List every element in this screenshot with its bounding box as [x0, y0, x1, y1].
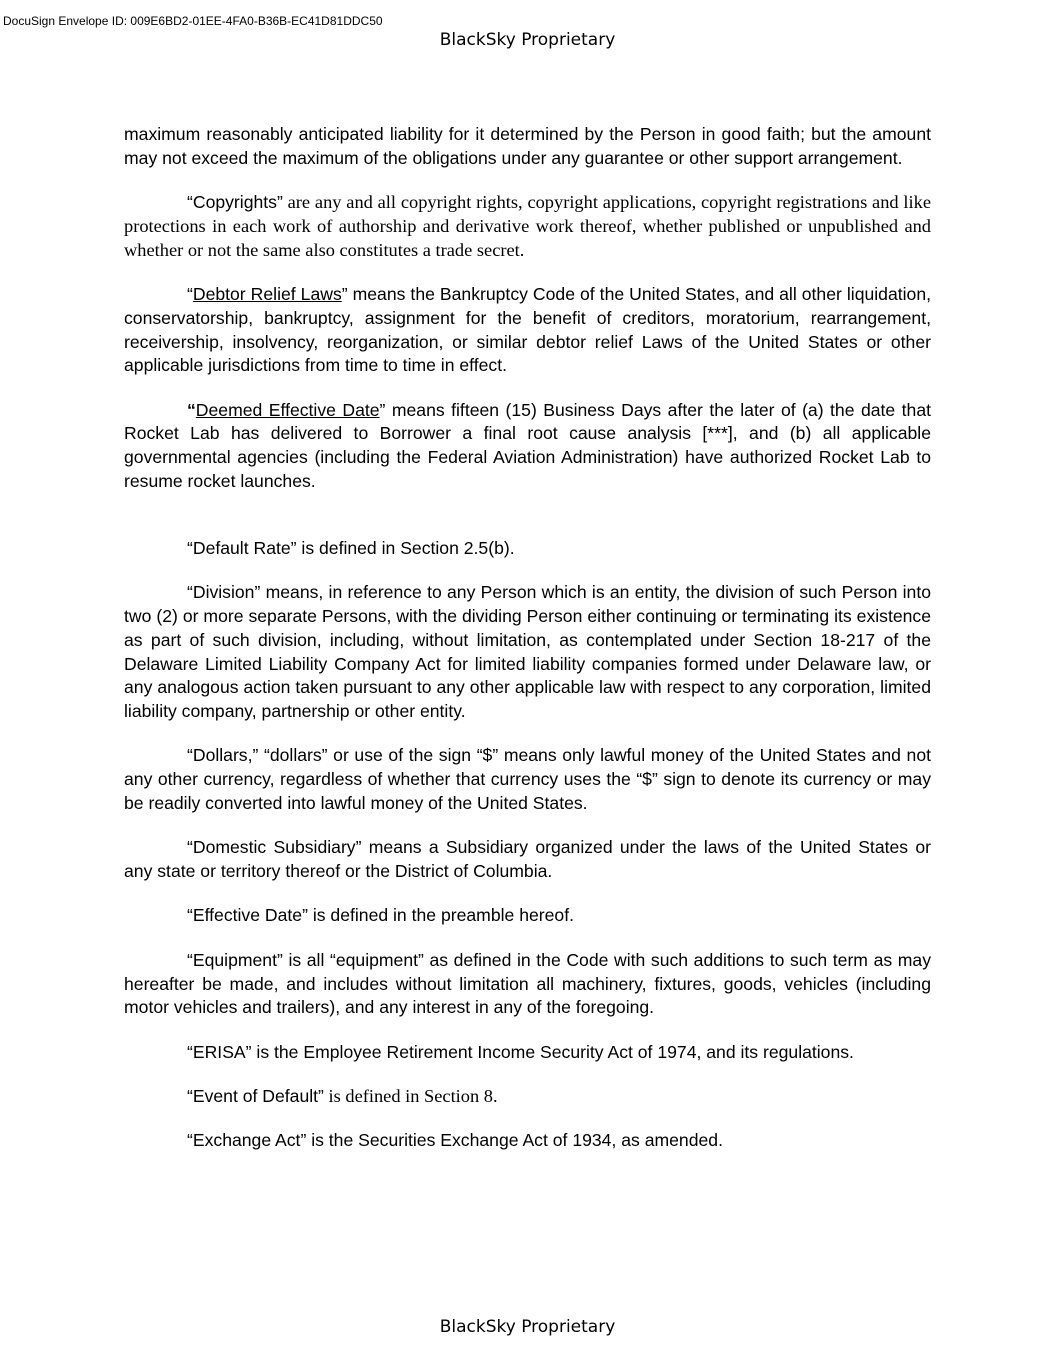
defined-term: Division: [192, 582, 255, 603]
definition-text: is the Employee Retirement Income Security Act of 1974, and its regulations.: [251, 1041, 854, 1062]
definition-exchange-act: “Exchange Act” is the Securities Exchange Act of 1934, as amended.: [187, 1130, 723, 1151]
definition-text: is defined in Section 8.: [323, 1085, 498, 1106]
definition-division: “Division” means, in reference to any Person which is an entity, the division of such Person into two (2) or more separate Persons, with the dividing Person either continuing or terminating its existence as part of such division, including, without limitation, as contemplated under Section 18-217 of the Delaware Limited Liability Company Act for limited liability companies formed under Delaware law, or any analogous action taken pursuant to any other applicable law with respect to any corporation, limited liability company, partnership or other entity.: [124, 582, 931, 722]
paragraph-continuation: maximum reasonably anticipated liability for it determined by the Person in good faith; but the amount may not exceed the maximum of the obligations under any guarantee or other support arrangement.: [124, 124, 931, 168]
defined-term: ERISA: [192, 1041, 246, 1062]
defined-term-alt: dollars: [269, 745, 322, 766]
definition-erisa: “ERISA” is the Employee Retirement Income Security Act of 1974, and its regulations.: [187, 1041, 854, 1062]
defined-term: Dollars,: [192, 745, 253, 766]
definition-text: or use of the sign “$” means only lawful money of the United States and not any other currency, regardless of whether that currency uses the “$” sign to denote its currency or may be readily converted into lawful money of the United States.: [124, 745, 931, 814]
defined-term: Deemed Effective Date: [195, 399, 380, 420]
document-body: [124, 123, 931, 1174]
docusign-envelope-id: DocuSign Envelope ID: 009E6BD2-01EE-4FA0-B36B-EC41D81DDC50: [3, 14, 383, 28]
definition-debtor-relief-laws: “Debtor Relief Laws” means the Bankruptcy Code of the United States, and all other liquidation, conservatorship, bankruptcy, assignment for the benefit of creditors, moratorium, rearrangement, receivership, insolvency, reorganization, or similar debtor relief Laws of the United States or other applicable jurisdictions from time to time in effect.: [124, 283, 931, 376]
definition-text: means fifteen (15) Business Days after the later of (a) the date that Rocket Lab has delivered to Borrower a final root cause analysis [***], and (b) all applicable governmental agencies (including the Federal Aviation Administration) have authorized Rocket Lab to resume rocket launches.: [124, 399, 932, 492]
page-footer: BlackSky Proprietary: [439, 1317, 616, 1337]
definition-default-rate: “Default Rate” is defined in Section 2.5(b).: [187, 537, 515, 558]
page-header: BlackSky Proprietary: [439, 30, 616, 50]
defined-term: Domestic Subsidiary: [192, 837, 356, 858]
definition-text: means a Subsidiary organized under the laws of the United States or any state or territory thereof or the District of Columbia.: [124, 837, 931, 882]
defined-term: Event of Default: [192, 1085, 319, 1106]
definition-text: means, in reference to any Person which is an entity, the division of such Person into two (2) or more separate Persons, with the dividing Person either continuing or terminating its existence as part of such division, including, without limitation, as contemplated under Section 18-217 of the Delaware Limited Liability Company Act for limited liability companies formed under Delaware law, or any analogous action taken pursuant to any other applicable law with respect to any corporation, limited liability company, partnership or other entity.: [124, 582, 931, 722]
definition-event-of-default: “Event of Default” is defined in Section 8.: [187, 1085, 498, 1106]
definition-text: is defined in the preamble hereof.: [307, 905, 574, 926]
definition-dollars: “Dollars,” “dollars” or use of the sign “$” means only lawful money of the United States and not any other currency, regardless of whether that currency uses the “$” sign to denote its currency or may be readily converted into lawful money of the United States.: [124, 745, 931, 814]
definition-text: is defined in Section 2.5(b).: [296, 537, 515, 558]
definition-text: means the Bankruptcy Code of the United States, and all other liquidation, conservatorship, bankruptcy, assignment for the benefit of creditors, moratorium, rearrangement, receivership, insolvency, reorganization, or similar debtor relief Laws of the United States or other applicable jurisdictions from time to time in effect.: [124, 283, 931, 376]
defined-term: Equipment: [192, 949, 277, 970]
defined-term: Default Rate: [192, 537, 291, 558]
definition-deemed-effective-date: “Deemed Effective Date” means fifteen (15) Business Days after the later of (a) the date that Rocket Lab has delivered to Borrower a final root cause analysis [***], and (b) all applicable governmental agencies (including the Federal Aviation Administration) have authorized Rocket Lab to resume rocket launches.: [124, 399, 932, 492]
defined-term: Debtor Relief Laws: [192, 283, 342, 304]
defined-term: Effective Date: [192, 905, 303, 926]
definition-text: is the Securities Exchange Act of 1934, as amended.: [306, 1130, 723, 1151]
definition-text: are any and all copyright rights, copyright applications, copyright registrations and like protections in each work of authorship and derivative work thereof, whether published or unpublished and whether or not the same also constitutes a trade secret.: [124, 192, 931, 260]
definition-copyrights: “Copyrights” are any and all copyright rights, copyright applications, copyright registrations and like protections in each work of authorship and derivative work thereof, whether published or unpublished and whether or not the same also constitutes a trade secret.: [124, 192, 931, 260]
defined-term: Copyrights: [192, 192, 277, 213]
definition-text: is all “equipment” as defined in the Code with such additions to such term as may hereafter be made, and includes without limitation all machinery, fixtures, goods, vehicles (including motor vehicles and trailers), and any interest in any of the foregoing.: [124, 949, 931, 1018]
defined-term: Exchange Act: [192, 1130, 301, 1151]
definition-domestic-subsidiary: “Domestic Subsidiary” means a Subsidiary organized under the laws of the United States or any state or territory thereof or the District of Columbia.: [124, 837, 931, 882]
definition-effective-date: “Effective Date” is defined in the preamble hereof.: [187, 905, 574, 926]
definition-equipment: “Equipment” is all “equipment” as defined in the Code with such additions to such term as may hereafter be made, and includes without limitation all machinery, fixtures, goods, vehicles (including motor vehicles and trailers), and any interest in any of the foregoing.: [124, 949, 931, 1018]
